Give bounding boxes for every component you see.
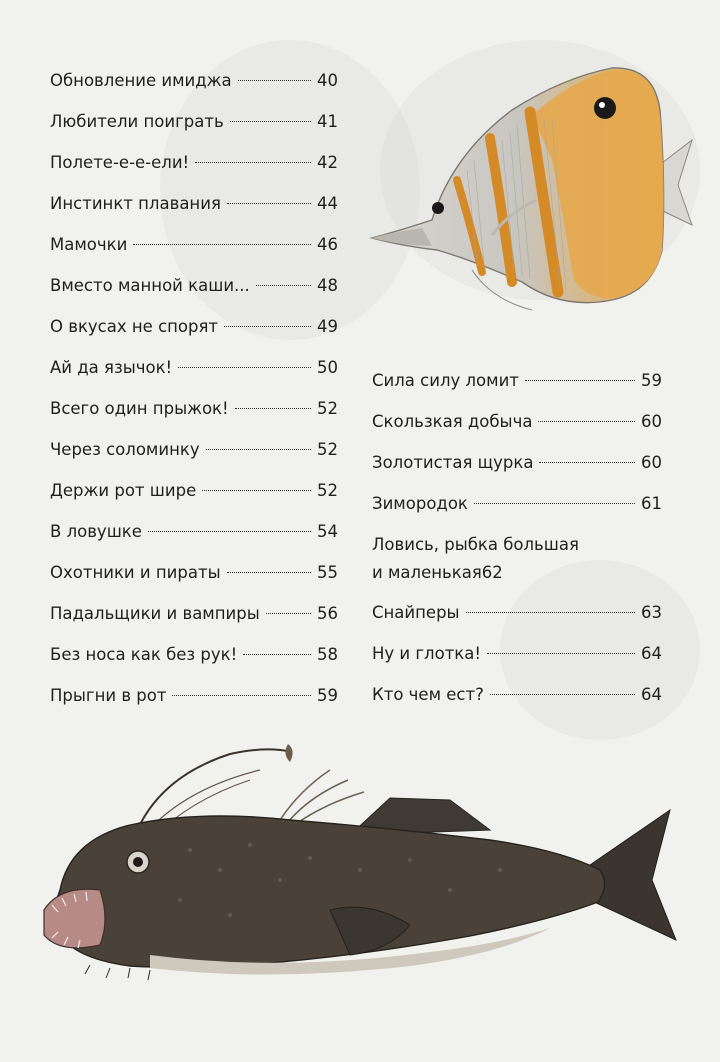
toc-entry[interactable] xyxy=(50,234,338,256)
toc-entry[interactable] xyxy=(50,316,338,338)
dot-leader xyxy=(487,653,635,654)
toc-entry-page: 58 xyxy=(317,645,338,664)
toc-entry[interactable] xyxy=(372,411,662,433)
dot-leader xyxy=(148,531,311,532)
toc-entry-title: Обновление имиджа xyxy=(50,71,232,90)
toc-entry[interactable] xyxy=(50,70,338,92)
butterflyfish-illustration xyxy=(362,60,698,320)
toc-entry-page: 60 xyxy=(641,412,662,431)
toc-entry[interactable] xyxy=(50,439,338,461)
dot-leader xyxy=(227,572,311,573)
toc-entry-title: Инстинкт плавания xyxy=(50,194,221,213)
dot-leader xyxy=(195,162,311,163)
toc-entry-title: Полете-е-е-ели! xyxy=(50,153,190,172)
toc-entry-page: 41 xyxy=(317,112,338,131)
toc-entry-title: Вместо манной каши... xyxy=(50,276,250,295)
dot-leader xyxy=(256,285,311,286)
dot-leader xyxy=(238,80,311,81)
toc-entry[interactable] xyxy=(50,521,338,543)
toc-entry-title: В ловушке xyxy=(50,522,142,541)
dot-leader xyxy=(538,421,635,422)
toc-entry[interactable] xyxy=(50,562,338,584)
toc-entry[interactable] xyxy=(50,398,338,420)
toc-entry-page: 50 xyxy=(317,358,338,377)
dot-leader xyxy=(539,462,635,463)
toc-entry-title: О вкусах не спорят xyxy=(50,317,219,336)
toc-entry-title: Мамочки xyxy=(50,235,128,254)
dot-leader xyxy=(466,612,635,613)
toc-entry-page: 42 xyxy=(317,153,338,172)
anglerfish-illustration xyxy=(30,740,690,990)
toc-entry-page: 62 xyxy=(481,563,503,582)
toc-entry-title: Любители поиграть xyxy=(50,112,224,131)
dot-leader xyxy=(235,408,311,409)
toc-entry-page: 55 xyxy=(317,563,338,582)
toc-entry-title: Охотники и пираты xyxy=(50,563,221,582)
dot-leader xyxy=(266,613,311,614)
toc-entry-title: Снайперы xyxy=(372,603,460,622)
toc-entry[interactable] xyxy=(50,685,338,707)
toc-entry-title: Ай да язычок! xyxy=(50,358,173,377)
toc-entry-title: Сила силу ломит xyxy=(372,371,519,390)
toc-entry-title: Зимородок xyxy=(372,494,468,513)
toc-entry[interactable] xyxy=(50,193,338,215)
toc-entry-page: 52 xyxy=(317,399,338,418)
toc-entry-title: Без носа как без рук! xyxy=(50,645,238,664)
toc-entry[interactable] xyxy=(50,111,338,133)
toc-entry-page: 48 xyxy=(317,276,338,295)
toc-entry[interactable] xyxy=(372,370,662,392)
toc-entry-page: 54 xyxy=(317,522,338,541)
toc-entry-page: 59 xyxy=(317,686,338,705)
toc-entry-page: 49 xyxy=(317,317,338,336)
dot-leader xyxy=(133,244,311,245)
toc-entry-page: 40 xyxy=(317,71,338,90)
toc-entry[interactable] xyxy=(50,603,338,625)
dot-leader xyxy=(490,694,635,695)
toc-entry[interactable] xyxy=(50,152,338,174)
toc-entry-title: Падальщики и вампиры xyxy=(50,604,260,623)
toc-entry-page: 63 xyxy=(641,603,662,622)
toc-entry-title: Через соломинку xyxy=(50,440,200,459)
toc-entry-title: Ловись, рыбка большая xyxy=(372,535,579,554)
toc-entry[interactable] xyxy=(50,644,338,666)
toc-entry-title: Золотистая щурка xyxy=(372,453,534,472)
toc-entry[interactable] xyxy=(50,357,338,379)
dot-leader xyxy=(206,449,311,450)
dot-leader xyxy=(227,203,311,204)
toc-entry[interactable] xyxy=(372,534,662,584)
toc-entry-page: 46 xyxy=(317,235,338,254)
toc-entry-page: 59 xyxy=(641,371,662,390)
dot-leader xyxy=(224,326,311,327)
toc-entry-title: Держи рот шире xyxy=(50,481,197,500)
dot-leader xyxy=(230,121,311,122)
dot-leader xyxy=(525,380,635,381)
toc-entry-page: 52 xyxy=(317,481,338,500)
toc-entry[interactable] xyxy=(372,493,662,515)
toc-entry-title: Кто чем ест? xyxy=(372,685,484,704)
toc-entry-title: Ну и глотка! xyxy=(372,644,481,663)
toc-entry[interactable] xyxy=(372,602,662,624)
toc-entry-title: Прыгни в рот xyxy=(50,686,167,705)
toc-entry-page: 64 xyxy=(641,644,662,663)
dot-leader xyxy=(172,695,311,696)
toc-entry-page: 61 xyxy=(641,494,662,513)
toc-entry-page: 52 xyxy=(317,440,338,459)
toc-entry-page: 56 xyxy=(317,604,338,623)
toc-entry-page: 60 xyxy=(641,453,662,472)
toc-entry[interactable] xyxy=(50,275,338,297)
dot-leader xyxy=(474,503,635,504)
toc-entry[interactable] xyxy=(50,480,338,502)
toc-entry-title: Всего один прыжок! xyxy=(50,399,229,418)
toc-entry[interactable] xyxy=(372,684,662,706)
toc-entry-page: 44 xyxy=(317,194,338,213)
dot-leader xyxy=(243,654,311,655)
toc-entry[interactable] xyxy=(372,643,662,665)
dot-leader xyxy=(178,367,311,368)
toc-entry-title: Скользкая добыча xyxy=(372,412,533,431)
toc-entry-page: 64 xyxy=(641,685,662,704)
toc-entry[interactable] xyxy=(372,452,662,474)
dot-leader xyxy=(202,490,311,491)
toc-entry-title-continued: и маленькая xyxy=(372,563,482,582)
